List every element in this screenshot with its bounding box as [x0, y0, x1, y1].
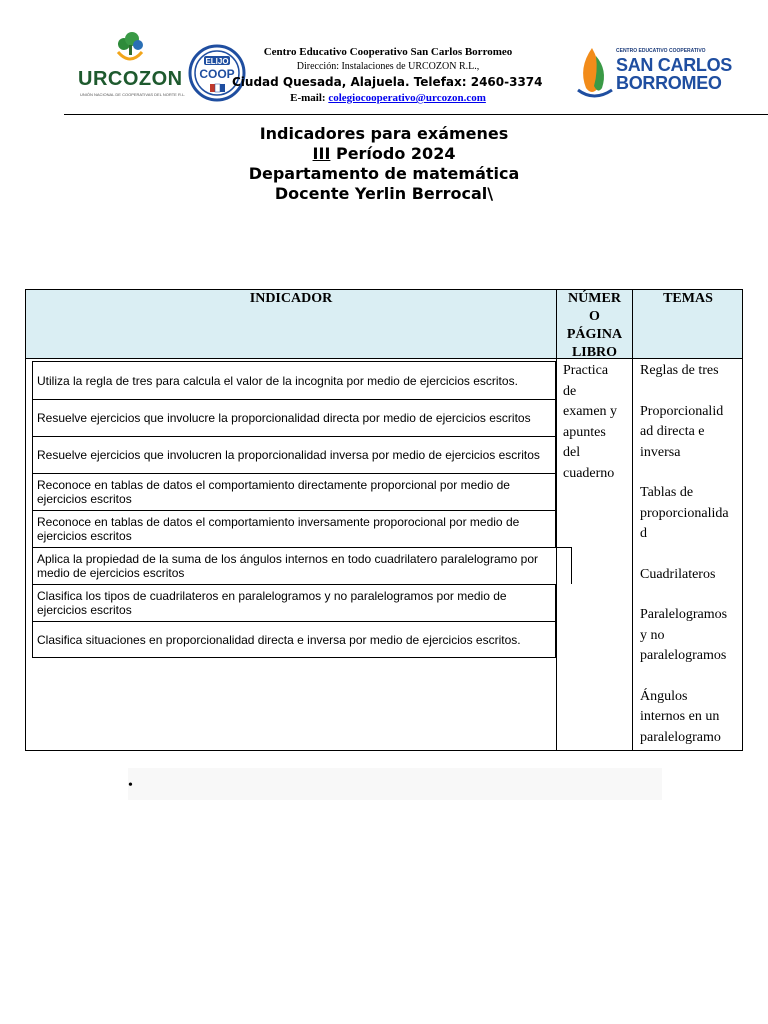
indicator-text: Reconoce en tablas de datos el comportamiento directamente proporcional por medio de ejercicios escritos	[37, 478, 510, 506]
school-email-line	[238, 92, 538, 104]
indicator-row	[32, 584, 556, 621]
tema-line: y no	[640, 627, 665, 643]
tema-item	[640, 565, 744, 586]
numero-pagina-cell	[563, 361, 633, 484]
title-line1: Indicadores para exámenes	[259, 124, 509, 143]
indicator-text: Resuelve ejercicios que involucre la proporcionalidad directa por medio de ejercicios escritos	[37, 411, 531, 425]
tema-line: Paralelogramos	[640, 607, 728, 622]
flame-emblem-icon	[574, 44, 614, 102]
school-address: Dirección: Instalaciones de URCOZON R.L.,	[296, 61, 480, 72]
indicator-row	[32, 547, 572, 584]
empty-bullet-area	[128, 768, 662, 800]
indicator-row	[32, 361, 556, 399]
tema-line: proporcionalida	[640, 505, 729, 521]
numero-line: apuntes	[563, 424, 606, 440]
tema-line: Ángulos	[640, 688, 688, 704]
school-city-phone: Ciudad Quesada, Alajuela. Telefax: 2460-3374	[232, 75, 543, 89]
indicator-row	[32, 621, 556, 658]
urcozon-wordmark: URCOZON	[78, 68, 183, 90]
period-roman: III	[312, 144, 331, 163]
indicator-text: Aplica la propiedad de la suma de los ángulos internos en todo cuadrilatero paralelogramo por medio de ejercicios escritos	[37, 552, 538, 580]
tema-line: Reglas de tres	[640, 363, 719, 378]
tema-line: Tablas de	[640, 485, 694, 500]
temas-cell	[640, 361, 744, 768]
indicator-row	[32, 399, 556, 436]
tema-item	[640, 402, 744, 464]
indicator-text: Clasifica situaciones en proporcionalidad directa e inversa por medio de ejercicios escritos.	[37, 632, 521, 647]
tema-line: inversa	[640, 444, 681, 460]
tema-line: paralelogramo	[640, 729, 721, 745]
header-numero-pagina	[557, 290, 632, 362]
header-indicador: INDICADOR	[249, 291, 333, 306]
header-numero-l2: O	[589, 309, 600, 324]
san-carlos-borromeo-logo	[574, 44, 733, 102]
indicator-row	[32, 473, 556, 510]
school-name: Centro Educativo Cooperativo San Carlos Borromeo	[263, 46, 513, 58]
indicator-text: Resuelve ejercicios que involucren la proporcionalidad inversa por medio de ejercicios escritos	[37, 448, 540, 462]
tema-item	[640, 361, 744, 382]
indicator-text: Reconoce en tablas de datos el comportamiento inversamente proporocional por medio de ejercicios escritos	[37, 515, 520, 543]
bullet-point-icon: •	[128, 778, 133, 793]
tema-line: ad directa e	[640, 424, 705, 439]
indicator-text: Clasifica los tipos de cuadrilateros en paralelogramos y no paralelogramos por medio de ejercicios escritos	[37, 589, 507, 617]
numero-line: examen y	[563, 404, 618, 419]
tema-line: paralelogramos	[640, 648, 727, 663]
header-numero-l4: LIBRO	[571, 345, 618, 360]
indicator-row	[32, 510, 556, 547]
elijo-text: ELIJO	[205, 57, 229, 66]
numero-line: Practica	[563, 363, 609, 378]
urcozon-logo	[74, 30, 186, 102]
numero-line: del	[563, 445, 581, 460]
title-period	[0, 144, 768, 164]
tema-item	[640, 605, 744, 667]
tema-item	[640, 483, 744, 545]
indicator-text: Utiliza la regla de tres para calcula el valor de la incognita por medio de ejercicios escritos.	[37, 373, 518, 388]
title-department: Departamento de matemática	[248, 164, 520, 183]
urcozon-subtitle: UNIÓN NACIONAL DE COOPERATIVAS DEL NORTE R.L.	[80, 92, 186, 97]
tema-line: Proporcionalid	[640, 403, 724, 419]
header-divider	[64, 114, 768, 115]
title-teacher: Docente Yerlin Berrocal\	[274, 184, 494, 203]
numero-line: cuaderno	[563, 465, 615, 481]
numero-line: de	[563, 383, 577, 399]
tema-line: Cuadrilateros	[640, 566, 716, 582]
document-title	[0, 124, 768, 204]
email-label: E-mail:	[290, 92, 326, 104]
period-rest: Período 2024	[330, 144, 456, 163]
indicator-row	[32, 436, 556, 473]
tema-line: d	[640, 526, 647, 541]
scb-small-text: CENTRO EDUCATIVO COOPERATIVO	[616, 48, 706, 54]
coop-text: COOP	[199, 67, 235, 81]
email-link[interactable]: colegiocooperativo@urcozon.com	[328, 92, 486, 104]
tema-item	[640, 687, 744, 749]
tema-line: internos en un	[640, 709, 720, 724]
header-temas: TEMAS	[663, 291, 713, 306]
scb-line1: SAN CARLOS	[616, 55, 733, 75]
header-numero-l3: PÁGINA	[566, 327, 623, 342]
header-numero-l1: NÚMER	[568, 291, 621, 306]
scb-line2: BORROMEO	[616, 73, 722, 93]
urcozon-emblem-icon	[74, 30, 186, 70]
